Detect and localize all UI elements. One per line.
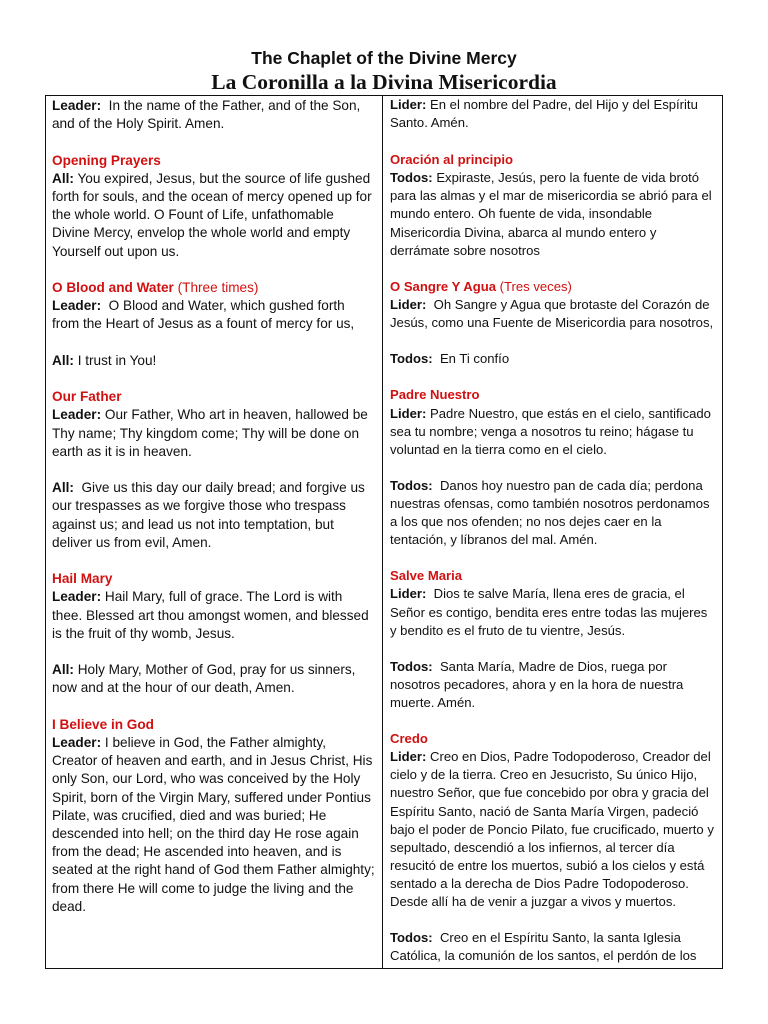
intro-text: In the name of the Father, and of the Son, and of the Holy Spirit. Amen.	[52, 98, 361, 132]
father-all-label: All:	[52, 480, 74, 496]
blood-water-heading-es	[390, 278, 714, 296]
opening-prayers-heading: Opening Prayers	[52, 152, 161, 168]
father-heading-es: Padre Nuestro	[390, 387, 480, 403]
opening-text: You expired, Jesus, but the source of life gushed forth for souls, and the ocean of mercy opened up for the whole world. O Fount of Life, unfathomable Divine Mercy, envelop the whole world and empty Yourself out upon us.	[52, 170, 372, 259]
trust-text-es: En Ti confío	[439, 351, 510, 367]
blood-water-note-es: (Tres veces)	[499, 278, 572, 294]
hail-mary-response	[52, 661, 375, 697]
opening-heading-es: Oración al principio	[390, 152, 513, 168]
blood-water-title: O Blood and Water	[52, 280, 174, 295]
intro-label: Leader:	[52, 98, 102, 113]
creed2-prayer-es	[390, 929, 714, 965]
our-father-heading: Our Father	[52, 389, 122, 405]
father-all-text: Give us this day our daily bread; and forgive us our trespasses as we forgive those who trespass against us; and lead us not into temptation, but deliver us from evil, Amen.	[52, 480, 365, 550]
blood-label-es: Lider:	[390, 296, 427, 312]
intro-label-es: Lider:	[390, 97, 427, 112]
father-all-label-es: Todos:	[390, 477, 433, 493]
trust-label-es: Todos:	[390, 351, 433, 367]
hail-mary-prayer	[52, 588, 375, 643]
mary-all-label-es: Todos:	[390, 658, 433, 674]
opening-text-es: Expiraste, Jesús, pero la fuente de vida brotó para las almas y el mar de misericordia se abrió para el mundo entero. Oh fuente de vida, insondable Misericordia Divina, abarca al mundo entero y derrámate sobre nosotros	[390, 170, 712, 258]
blood-text: O Blood and Water, which gushed forth from the Heart of Jesus as a fount of mercy for us,	[52, 298, 355, 332]
creed-text: I believe in God, the Father almighty, Creator of heaven and earth, and in Jesus Christ, His only Son, our Lord, who was conceived by the Holy Spirit, born of the Virgin Mary, suffered under Pontius Pilate, was crucified, died and was buried; He descended into hell; on the third day He rose again from the dead; He ascended into heaven, and is seated at the right hand of God them Father almighty; from there He will come to judge the living and the dead.	[52, 734, 375, 914]
creed-text-es: Creo en Dios, Padre Todopoderoso, Creador del cielo y de la tierra. Creo en Jesucristo, Su único Hijo, nuestro Señor, que fue concebido por obra y gracia del Espíritu Santo, nació de Santa María Virgen, padeció bajo el poder de Poncio Pilato, fue crucificado, muerto y sepultado, descendió a los infiernos, al tercer día resucitó de entre los muertos, subió a los cielos y está sentado a la derecha de Dios Padre Todopoderoso. Desde allí ha de venir a juzgar a vivos y muertos.	[390, 749, 714, 910]
creed-prayer	[52, 734, 375, 916]
opening-prayer	[52, 170, 375, 261]
blood-water-title-es: O Sangre Y Agua	[390, 278, 496, 294]
our-father-response	[52, 479, 375, 552]
trust-text: I trust in You!	[77, 352, 157, 368]
page-title: The Chaplet of the Divine Mercy	[251, 48, 517, 68]
creed2-text-es: Creo en el Espíritu Santo, la santa Iglesia Católica, la comunión de los santos, el perdón de los	[390, 930, 697, 964]
mary-text-es: Dios te salve María, llena eres de gracia, el Señor es contigo, bendita eres entre todas las mujeres y bendito es el fruto de tu vientre, Jesús.	[390, 586, 708, 638]
intro-prayer-es	[390, 96, 714, 132]
father-response-es	[390, 477, 714, 549]
father-text-es: Padre Nuestro, que estás en el cielo, santificado sea tu nombre; venga a nosotros tu reino; hágase tu voluntad en la tierra como en el cielo.	[390, 405, 711, 457]
page-subtitle: La Coronilla a la Divina Misericordia	[211, 70, 557, 94]
mary-response-es	[390, 658, 714, 712]
mary-text: Hail Mary, full of grace. The Lord is with thee. Blessed art thou amongst women, and blessed is the fruit of thy womb, Jesus.	[52, 589, 369, 641]
spanish-column	[383, 96, 721, 968]
trust-response	[52, 352, 375, 370]
intro-text-es: En el nombre del Padre, del Hijo y del Espíritu Santo. Amén.	[390, 97, 698, 131]
blood-water-heading	[52, 279, 375, 297]
opening-prayer-es	[390, 169, 714, 259]
mary-label-es: Lider:	[390, 586, 427, 602]
creed-label-es: Lider:	[390, 749, 427, 765]
father-prayer-es	[390, 405, 714, 459]
opening-label-es: Todos:	[390, 170, 433, 186]
prayer-table	[45, 95, 723, 969]
mary-all-label: All:	[52, 662, 74, 678]
creed-prayer-es	[390, 748, 714, 911]
blood-water-prayer-es	[390, 296, 714, 332]
trust-label: All:	[52, 352, 74, 368]
our-father-prayer	[52, 406, 375, 461]
creed-label: Leader:	[52, 734, 102, 750]
father-text: Our Father, Who art in heaven, hallowed be Thy name; Thy kingdom come; Thy will be done on earth as it is in heaven.	[52, 407, 368, 459]
father-label-es: Lider:	[390, 405, 427, 421]
mary-label: Leader:	[52, 589, 102, 605]
father-label: Leader:	[52, 407, 102, 423]
english-column	[46, 96, 383, 968]
mary-all-text: Holy Mary, Mother of God, pray for us sinners, now and at the hour of our death, Amen.	[52, 662, 356, 696]
creed2-label-es: Todos:	[390, 930, 433, 946]
intro-prayer	[52, 97, 375, 133]
creed-heading: I Believe in God	[52, 716, 154, 732]
mary-prayer-es	[390, 585, 714, 639]
trust-response-es	[390, 350, 714, 368]
hail-mary-heading: Hail Mary	[52, 571, 113, 587]
blood-water-note: (Three times)	[177, 280, 259, 295]
blood-water-prayer	[52, 297, 375, 333]
mary-all-text-es: Santa María, Madre de Dios, ruega por nosotros pecadores, ahora y en la hora de nuestra muerte. Amén.	[390, 658, 684, 710]
father-all-text-es: Danos hoy nuestro pan de cada día; perdona nuestras ofensas, como también nosotros perdonamos a los que nos ofenden; no nos dejes caer en la tentación, y líbranos del mal. Amén.	[390, 477, 710, 548]
blood-text-es: Oh Sangre y Agua que brotaste del Corazón de Jesús, como una Fuente de Misericordia para nosotros,	[390, 296, 714, 331]
creed-heading-es: Credo	[390, 731, 428, 747]
opening-label: All:	[52, 170, 74, 186]
mary-heading-es: Salve Maria	[390, 568, 463, 584]
blood-label: Leader:	[52, 298, 102, 314]
